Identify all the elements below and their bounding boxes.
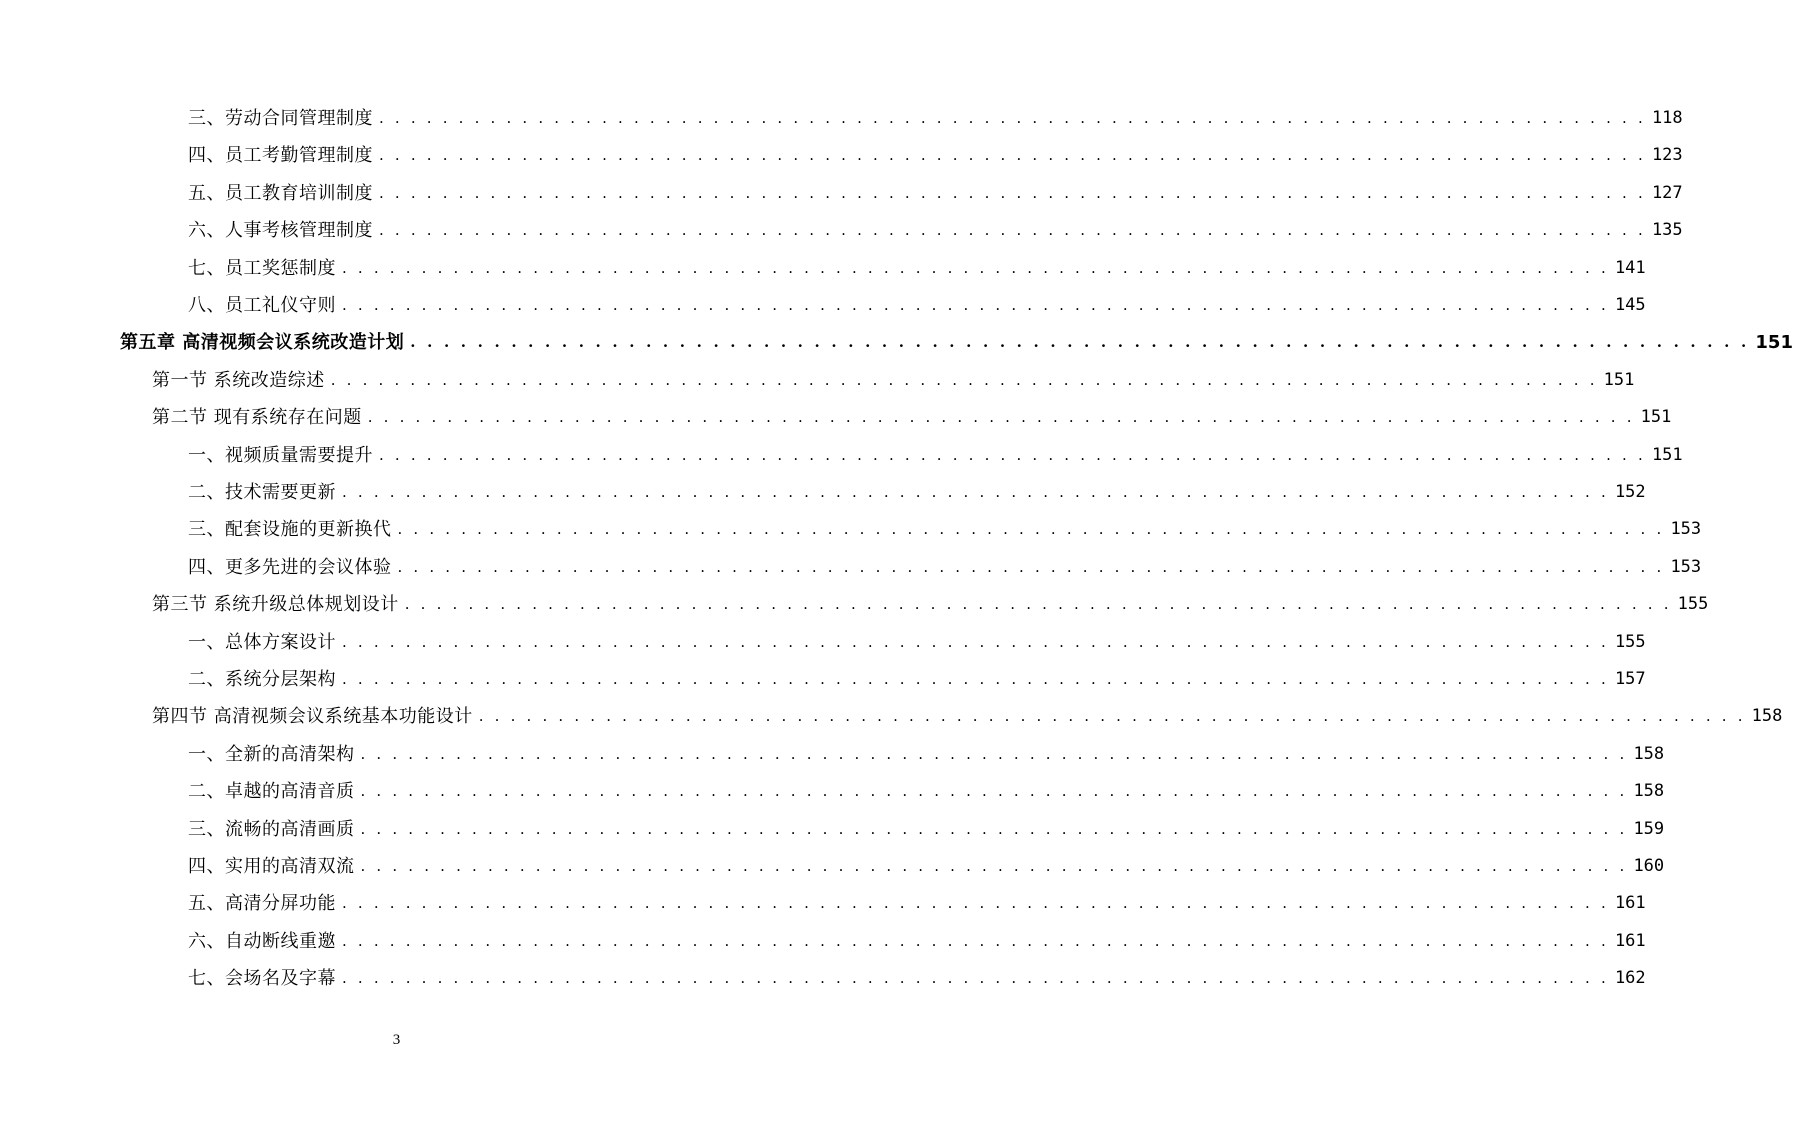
dot-leader: . . . . . . . . . . . . . . . . . . . . . . . . . . . . . . . . . . . . . . . . . . . . . . . . . . . . . . . . . . . . . . . . . . . . . . . . . . . . . . . . [397, 520, 1665, 539]
toc-entry-title: 三、配套设施的更新换代 [188, 519, 392, 541]
toc-subsection-entry[interactable] [188, 885, 1646, 922]
toc-entry-page-number: 158 [1633, 781, 1665, 802]
toc-entry-title: 第一节 系统改造综述 [152, 369, 325, 391]
dot-leader: . . . . . . . . . . . . . . . . . . . . . . . . . . . . . . . . . . . . . . . . . . . . . . . . . . . . . . . . . . . . . . . . . . . . . . . . . . . . . . . . [360, 857, 1628, 875]
toc-entry-page-number: 153 [1670, 556, 1702, 577]
toc-entry-page-number: 151 [1651, 444, 1683, 465]
toc-entry-title: 第三节 系统升级总体规划设计 [152, 594, 399, 616]
toc-entry-page-number: 151 [1640, 407, 1672, 428]
toc-entry-title: 第五章 高清视频会议系统改造计划 [120, 332, 405, 354]
toc-entry-title: 八、员工礼仪守则 [188, 295, 336, 316]
toc-entry-title: 一、总体方案设计 [188, 631, 336, 653]
toc-entry-page-number: 151 [1603, 369, 1635, 390]
dot-leader: . . . . . . . . . . . . . . . . . . . . . . . . . . . . . . . . . . . . . . . . . . . . . . . . . . . . . . . . . . . . . . . . . . . . . . . . . . . . . . . . [342, 483, 1609, 501]
toc-entry-page-number: 160 [1633, 856, 1665, 876]
toc-subsection-entry[interactable] [188, 474, 1646, 511]
toc-entry-title: 二、卓越的高清音质 [188, 781, 355, 803]
toc-entry-page-number: 158 [1751, 706, 1783, 727]
dot-leader: . . . . . . . . . . . . . . . . . . . . . . . . . . . . . . . . . . . . . . . . . . . . . . . . . . . . . . . . . . . . . . . . . . . . . . . . . . . . . . . . [478, 707, 1746, 726]
dot-leader: . . . . . . . . . . . . . . . . . . . . . . . . . . . . . . . . . . . . . . . . . . . . . . . . . . . . . . . . . . . . . . . . . . . . . . . . . . . . . . . . [379, 109, 1646, 127]
toc-entry-page-number: 162 [1614, 968, 1646, 989]
toc-entry-title: 二、技术需要更新 [188, 482, 336, 503]
toc-subsection-entry[interactable] [188, 137, 1683, 174]
toc-subsection-entry[interactable] [188, 511, 1702, 548]
toc-entry-title: 五、员工教育培训制度 [188, 182, 373, 204]
toc-entry-title: 第四节 高清视频会议系统基本功能设计 [152, 706, 473, 728]
dot-leader: . . . . . . . . . . . . . . . . . . . . . . . . . . . . . . . . . . . . . . . . . . . . . . . . . . . . . . . . . . . . . . . . . . . . . . . . . . . . . . . . [379, 146, 1646, 165]
toc-subsection-entry[interactable] [188, 923, 1646, 960]
toc-entry-page-number: 152 [1614, 482, 1646, 502]
toc-entry-title: 五、高清分屏功能 [188, 893, 336, 915]
toc-section-entry[interactable] [152, 362, 1635, 399]
toc-entry-page-number: 153 [1670, 519, 1702, 540]
toc-subsection-entry[interactable] [188, 960, 1646, 997]
toc-entry-title: 四、更多先进的会议体验 [188, 556, 392, 578]
dot-leader: . . . . . . . . . . . . . . . . . . . . . . . . . . . . . . . . . . . . . . . . . . . . . . . . . . . . . . . . . . . . . . . . . . . . . . . . . . . . . . . . [342, 670, 1609, 688]
dot-leader: . . . . . . . . . . . . . . . . . . . . . . . . . . . . . . . . . . . . . . . . . . . . . . . . . . . . . . . . . . . . . . . . . . . . . . . . . . . . . . . . [379, 183, 1646, 202]
toc-subsection-entry[interactable] [188, 175, 1683, 212]
dot-leader: . . . . . . . . . . . . . . . . . . . . . . . . . . . . . . . . . . . . . . . . . . . . . . . . . . . . . . . . . . . . . . . . . . . . . . . . . . . . . . . . [379, 445, 1646, 464]
toc-entry-page-number: 157 [1614, 669, 1646, 689]
toc-entry-title: 六、自动断线重邀 [188, 930, 336, 952]
toc-entry-page-number: 135 [1651, 220, 1683, 241]
page-number: 3 [392, 1032, 401, 1048]
toc-entry-title: 三、流畅的高清画质 [188, 818, 355, 840]
toc-subsection-entry[interactable] [188, 624, 1646, 661]
toc-entry-page-number: 155 [1614, 631, 1646, 652]
toc-chapter-entry[interactable] [120, 324, 1793, 361]
toc-entry-page-number: 161 [1614, 893, 1646, 914]
toc-entry-page-number: 155 [1677, 594, 1709, 615]
dot-leader: . . . . . . . . . . . . . . . . . . . . . . . . . . . . . . . . . . . . . . . . . . . . . . . . . . . . . . . . . . . . . . . . . . . . . . . . . . . . . . . . [330, 370, 1598, 389]
toc-entry-title: 一、视频质量需要提升 [188, 444, 373, 466]
toc-subsection-entry[interactable] [188, 773, 1665, 810]
toc-entry-title: 三、劳动合同管理制度 [188, 108, 373, 129]
dot-leader: . . . . . . . . . . . . . . . . . . . . . . . . . . . . . . . . . . . . . . . . . . . . . . . . . . . . . . . . . . . . . . . . . . . . . . . . . . . . . . . . [342, 258, 1609, 277]
dot-leader: . . . . . . . . . . . . . . . . . . . . . . . . . . . . . . . . . . . . . . . . . . . . . . . . . . . . . . . . . . . . . . . . . . . . . . . . . . . . . . . . [379, 221, 1646, 240]
toc-entry-page-number: 123 [1651, 145, 1683, 166]
toc-section-entry[interactable] [152, 698, 1783, 735]
toc-entry-title: 四、实用的高清双流 [188, 856, 355, 877]
toc-subsection-entry[interactable] [188, 811, 1665, 848]
dot-leader: . . . . . . . . . . . . . . . . . . . . . . . . . . . . . . . . . . . . . . . . . . . . . . . . . . . . . . . . . . . . . . . . . . . . . . . . . . . . . . . . [410, 333, 1750, 352]
toc-entry-page-number: 127 [1651, 182, 1683, 203]
dot-leader: . . . . . . . . . . . . . . . . . . . . . . . . . . . . . . . . . . . . . . . . . . . . . . . . . . . . . . . . . . . . . . . . . . . . . . . . . . . . . . . . [342, 296, 1609, 314]
toc-entry-title: 第二节 现有系统存在问题 [152, 407, 362, 429]
toc-entry-page-number: 159 [1633, 818, 1665, 839]
dot-leader: . . . . . . . . . . . . . . . . . . . . . . . . . . . . . . . . . . . . . . . . . . . . . . . . . . . . . . . . . . . . . . . . . . . . . . . . . . . . . . . . [342, 894, 1609, 913]
toc-subsection-entry[interactable] [188, 100, 1683, 137]
toc-entry-title: 六、人事考核管理制度 [188, 220, 373, 242]
dot-leader: . . . . . . . . . . . . . . . . . . . . . . . . . . . . . . . . . . . . . . . . . . . . . . . . . . . . . . . . . . . . . . . . . . . . . . . . . . . . . . . . [360, 744, 1628, 763]
toc-entry-title: 四、员工考勤管理制度 [188, 145, 373, 167]
toc-section-entry[interactable] [152, 586, 1709, 623]
toc-subsection-entry[interactable] [188, 212, 1683, 249]
dot-leader: . . . . . . . . . . . . . . . . . . . . . . . . . . . . . . . . . . . . . . . . . . . . . . . . . . . . . . . . . . . . . . . . . . . . . . . . . . . . . . . . [342, 969, 1609, 988]
toc-entry-title: 七、会场名及字幕 [188, 968, 336, 990]
toc-entry-title: 一、全新的高清架构 [188, 743, 355, 765]
toc-subsection-entry[interactable] [188, 549, 1702, 586]
dot-leader: . . . . . . . . . . . . . . . . . . . . . . . . . . . . . . . . . . . . . . . . . . . . . . . . . . . . . . . . . . . . . . . . . . . . . . . . . . . . . . . . [360, 819, 1628, 838]
toc-entry-page-number: 161 [1614, 930, 1646, 951]
toc-subsection-entry[interactable] [188, 848, 1665, 885]
toc-entry-page-number: 118 [1651, 108, 1683, 128]
toc-entry-page-number: 141 [1614, 257, 1646, 278]
dot-leader: . . . . . . . . . . . . . . . . . . . . . . . . . . . . . . . . . . . . . . . . . . . . . . . . . . . . . . . . . . . . . . . . . . . . . . . . . . . . . . . . [367, 408, 1635, 427]
toc-subsection-entry[interactable] [188, 250, 1646, 287]
toc-subsection-entry[interactable] [188, 736, 1665, 773]
dot-leader: . . . . . . . . . . . . . . . . . . . . . . . . . . . . . . . . . . . . . . . . . . . . . . . . . . . . . . . . . . . . . . . . . . . . . . . . . . . . . . . . [342, 632, 1609, 651]
toc-entry-title: 二、系统分层架构 [188, 669, 336, 690]
dot-leader: . . . . . . . . . . . . . . . . . . . . . . . . . . . . . . . . . . . . . . . . . . . . . . . . . . . . . . . . . . . . . . . . . . . . . . . . . . . . . . . . [342, 931, 1609, 950]
toc-section-entry[interactable] [152, 399, 1672, 436]
toc-entry-title: 七、员工奖惩制度 [188, 257, 336, 279]
dot-leader: . . . . . . . . . . . . . . . . . . . . . . . . . . . . . . . . . . . . . . . . . . . . . . . . . . . . . . . . . . . . . . . . . . . . . . . . . . . . . . . . [397, 557, 1665, 576]
dot-leader: . . . . . . . . . . . . . . . . . . . . . . . . . . . . . . . . . . . . . . . . . . . . . . . . . . . . . . . . . . . . . . . . . . . . . . . . . . . . . . . . [404, 595, 1672, 614]
dot-leader: . . . . . . . . . . . . . . . . . . . . . . . . . . . . . . . . . . . . . . . . . . . . . . . . . . . . . . . . . . . . . . . . . . . . . . . . . . . . . . . . [360, 782, 1628, 801]
toc-subsection-entry[interactable] [188, 437, 1683, 474]
toc-entry-page-number: 151 [1755, 332, 1793, 354]
toc-subsection-entry[interactable] [188, 287, 1646, 324]
toc-entry-page-number: 145 [1614, 295, 1646, 315]
toc-entry-page-number: 158 [1633, 743, 1665, 764]
toc-subsection-entry[interactable] [188, 661, 1646, 698]
